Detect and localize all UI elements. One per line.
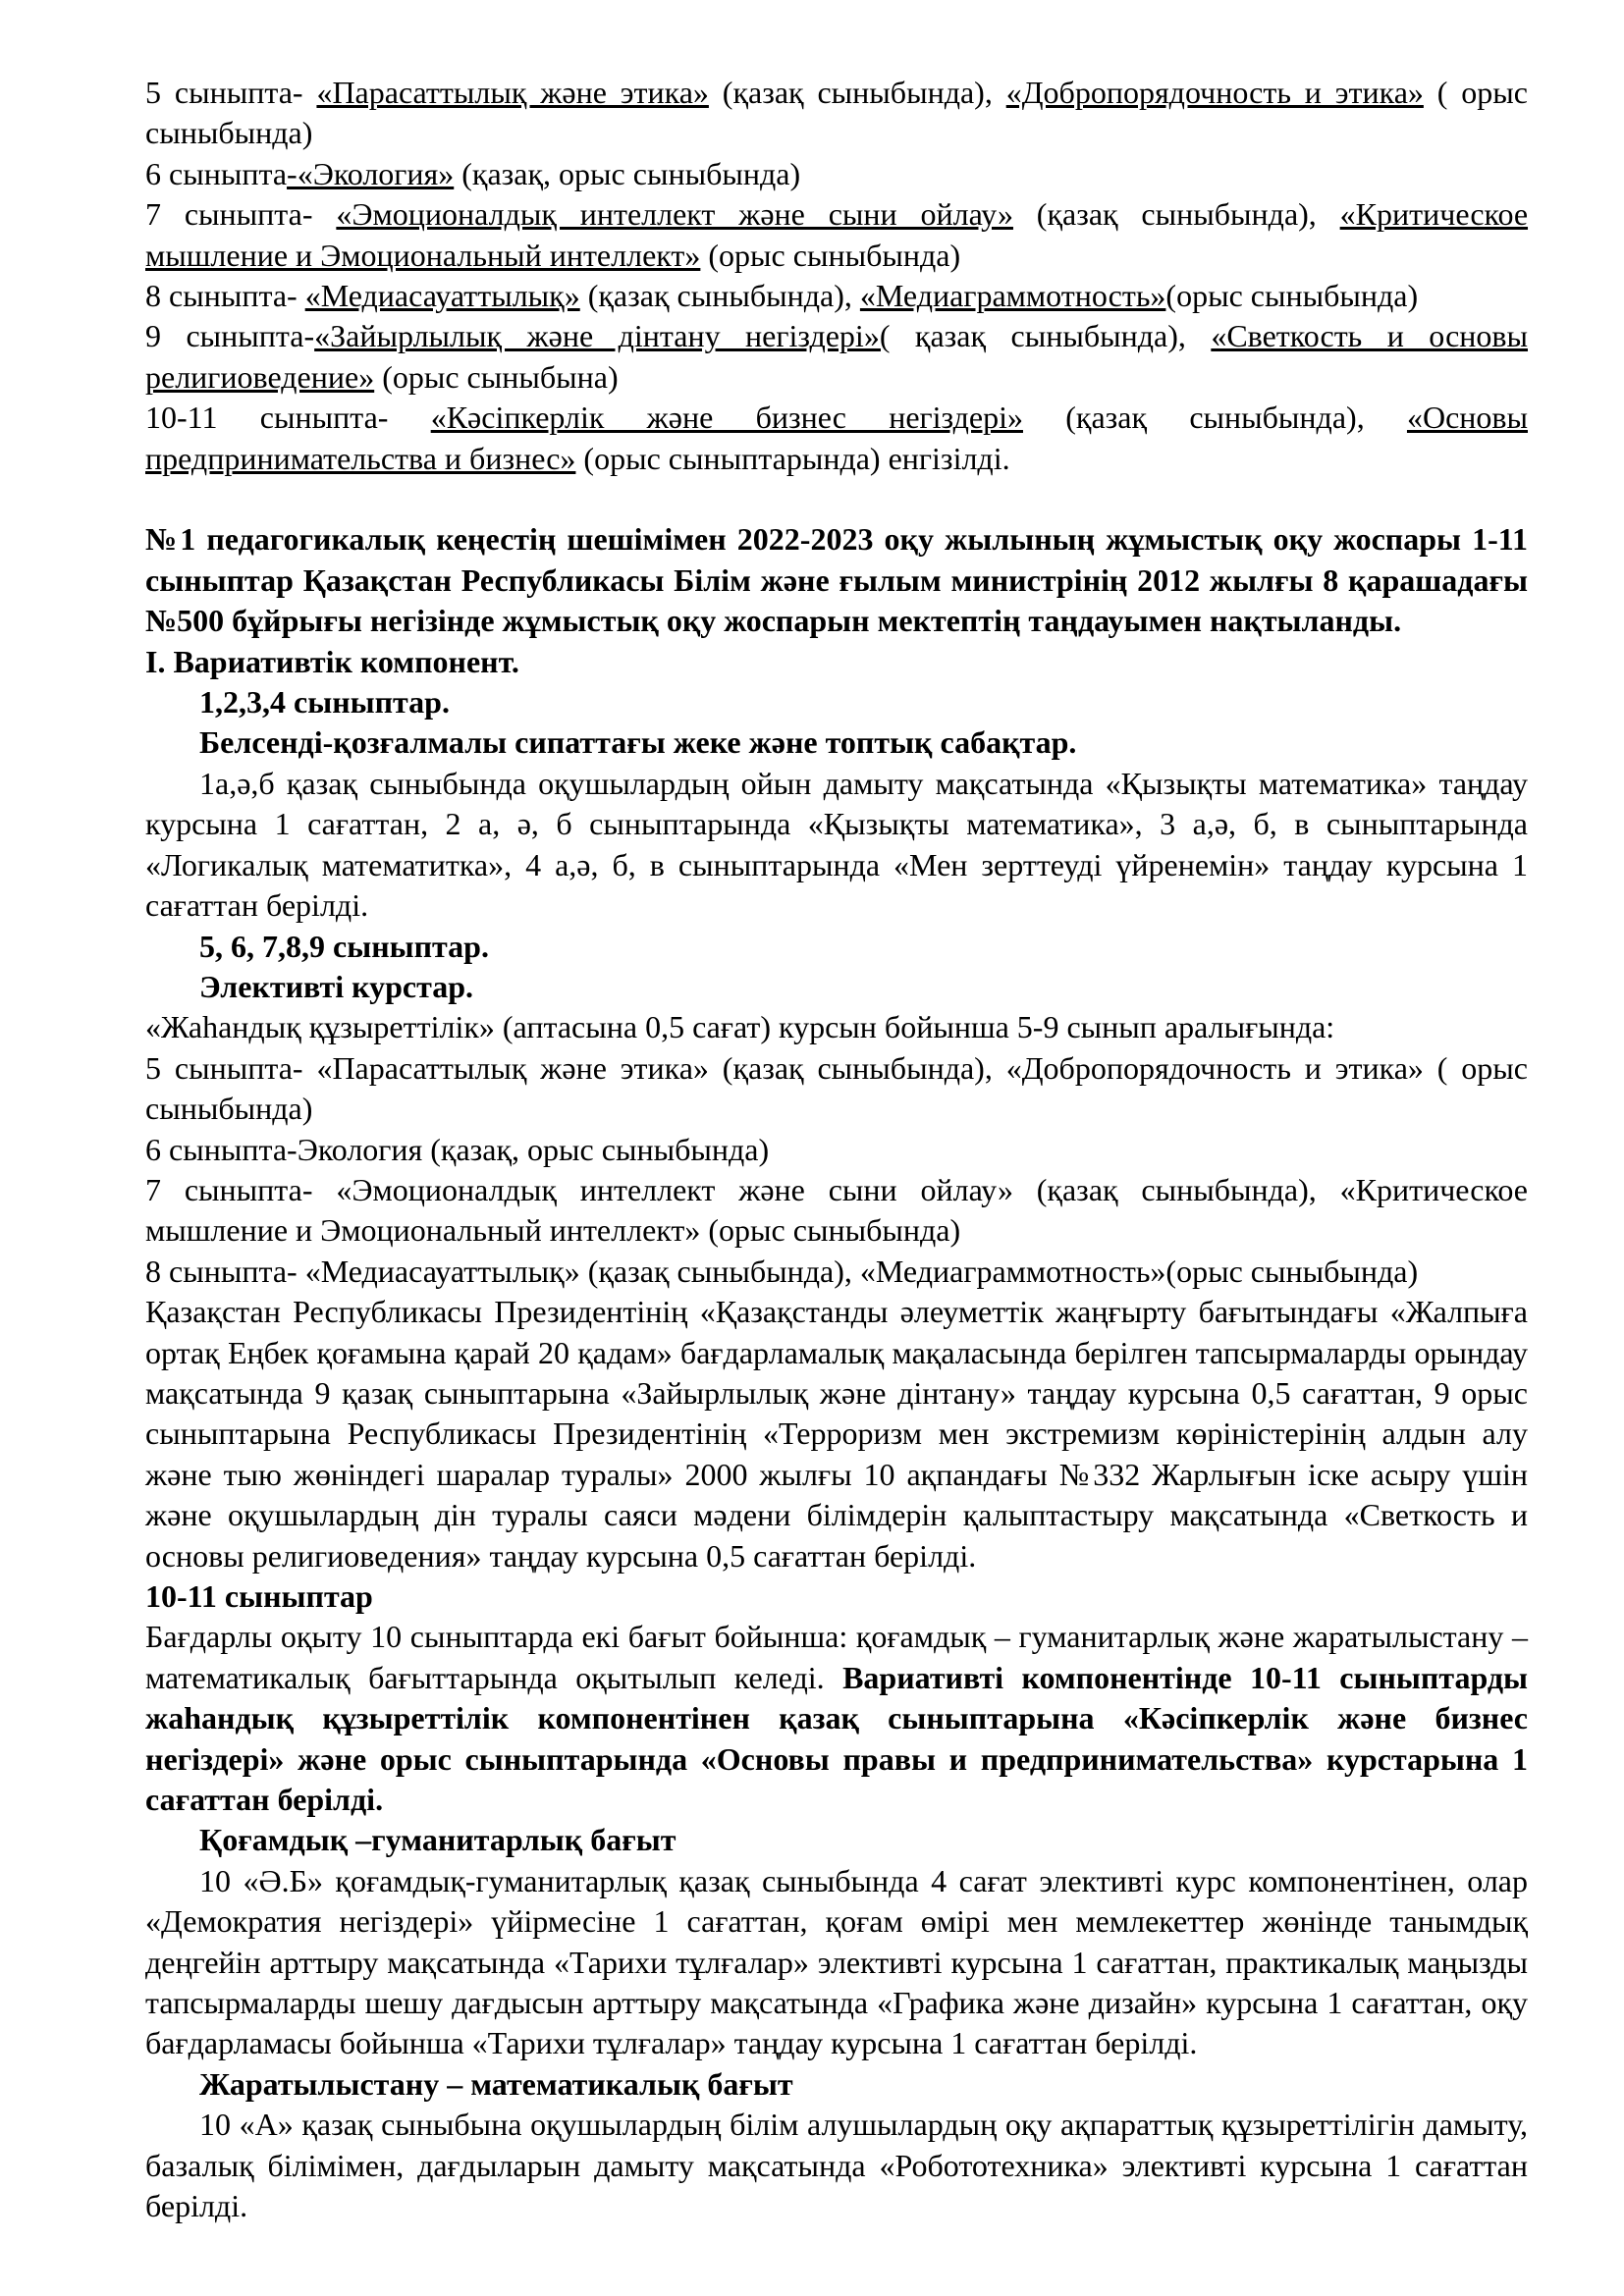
blank-line <box>145 479 1528 519</box>
text-run: «Светкость и основы религиоведение» <box>145 318 1529 395</box>
paragraph-grade6-list <box>145 1130 1528 1170</box>
heading-active-lessons <box>145 722 1528 763</box>
text-run: Элективті курстар. <box>199 968 474 1004</box>
text-run: ( орыс сыныбында) <box>145 75 1528 151</box>
paragraph-grade10-11-electives <box>145 398 1528 479</box>
text-run: қазақ сыныбында), <box>890 318 1212 354</box>
paragraph-grade5-electives <box>145 73 1528 154</box>
text-run: (қазақ сыныбында), <box>708 75 1006 110</box>
text-run: 8 сыныпта- «Медиасауаттылық» (қазақ сыныбында), «Медиаграммотность»(орыс сыныбында) <box>145 1253 1419 1289</box>
text-run: Жаратылыстану – математикалық бағыт <box>199 2065 793 2102</box>
text-run: «Медиасауаттылық» <box>304 278 580 314</box>
text-run: Қоғамдық –гуманитарлық бағыт <box>199 1822 677 1858</box>
text-run: -«Экология» <box>287 155 455 191</box>
text-run: 5, 6, 7,8,9 сыныптар. <box>199 928 489 964</box>
paragraph-council-decision <box>145 519 1528 641</box>
text-run: (қазақ, орыс сыныбында) <box>454 155 801 191</box>
text-run: «Парасаттылық және этика» <box>316 75 709 110</box>
paragraph-grade8-list <box>145 1252 1528 1292</box>
heading-natural-math <box>145 2064 1528 2105</box>
paragraph-president-program <box>145 1292 1528 1576</box>
text-run: (орыс сыныптарында) енгізілді. <box>575 440 1010 476</box>
heading-social-humanitarian <box>145 1820 1528 1860</box>
text-run: 10 «Ә.Б» қоғамдық-гуманитарлық қазақ сыныбында 4 сағат элективті курс компонентінен, олар «Демократия негіздері» үйірмесіне 1 сағаттан, қоғам өмірі мен мемлекеттер жөнінде танымдық деңгейін арттыру мақсатында «Тарихи тұлғалар» элективті курсына 1 сағаттан, практикалық маңызды тапсырмаларды шешу дағдысын арттыру мақсатында «Графика және дизайн» курсына 1 сағаттан, оқу бағдарламасы бойынша «Тарихи тұлғалар» таңдау курсына 1 сағаттан берілді. <box>145 1862 1528 2061</box>
text-run: 7 сыныпта- «Эмоционалдық интеллект және сыни ойлау» (қазақ сыныбында), «Критическое мышление и Эмоциональный интеллект» (орыс сыныбында) <box>145 1171 1528 1249</box>
text-run: Вариативті компонентінде 10-11 сыныптарды жаһандық құзыреттілік компонентінен қазақ сыныптарына «Кәсіпкерлік және бизнес негіздері» және орыс сыныптарында «Основы правы и предпринимательства» курстарына 1 сағаттан берілді. <box>145 1659 1529 1818</box>
text-run: (орыс сыныбына) <box>374 358 619 395</box>
text-run: «Эмоционалдық интеллект және сыни ойлау» <box>336 196 1013 233</box>
text-run: 6 сыныпта <box>145 155 288 191</box>
text-run: «Жаһандық құзыреттілік» (аптасына 0,5 сағат) курсын бойынша 5-9 сынып аралығында: <box>145 1009 1335 1045</box>
text-run: 9 сыныпта- <box>145 318 315 354</box>
text-run: 1,2,3,4 сыныптар. <box>199 684 450 721</box>
paragraph-grade9-electives <box>145 316 1528 398</box>
text-run: «Критическое мышление и Эмоциональный интеллект» <box>145 196 1529 273</box>
paragraph-grades-1-4-courses <box>145 764 1528 927</box>
text-run: 5 сыныпта- «Парасаттылық және этика» (қазақ сыныбында), «Добропорядочность и этика» ( орыс сыныбында) <box>145 1049 1528 1127</box>
text-run: Бағдарлы оқыту 10 сыныптарда екі бағыт бойынша: қоғамдық – гуманитарлық және жаратылыстану – математикалық бағыттарында оқытылып келеді. <box>145 1619 1528 1695</box>
text-run: №1 педагогикалық кеңестің шешімімен 2022-2023 оқу жылының жұмыстық оқу жоспары 1-11 сыныптар Қазақстан Республикасы Білім және ғылым министрінің 2012 жылғы 8 қарашадағы №500 бұйрығы негізінде жұмыстық оқу жоспарын мектептің таңдауымен нақтыланды. <box>145 521 1528 639</box>
text-run: 10 «А» қазақ сыныбына оқушылардың білім алушылардың оқу ақпараттық құзыреттілігін дамыту, базалық білімімен, дағдыларын дамыту мақсатында «Робототехника» элективті курсына 1 сағаттан берілді. <box>145 2107 1528 2224</box>
heading-grades-5-9 <box>145 927 1528 967</box>
text-run: (қазақ сыныбында), <box>1012 196 1340 233</box>
paragraph-global-competence <box>145 1007 1528 1047</box>
paragraph-grade5-list <box>145 1048 1528 1130</box>
heading-variative-component <box>145 642 1528 682</box>
text-run: (қазақ сыныбында), <box>579 278 860 314</box>
text-run: «Зайырлылық және дінтану негіздері»( <box>314 318 891 354</box>
heading-grades-1-4 <box>145 682 1528 722</box>
text-run: 10-11 сыныптар <box>145 1578 373 1615</box>
text-run: Белсенді-қозғалмалы сипаттағы жеке және топтық сабақтар. <box>199 724 1077 761</box>
text-run: 5 сыныпта- <box>145 75 317 110</box>
paragraph-social-humanitarian-details <box>145 1861 1528 2064</box>
text-run: 7 сыныпта- <box>145 196 337 233</box>
text-run: «Добропорядочность и этика» <box>1005 75 1424 110</box>
paragraph-grade6-electives <box>145 154 1528 194</box>
text-run: 8 сыныпта- <box>145 278 305 314</box>
heading-grades-10-11 <box>145 1576 1528 1617</box>
text-run: (орыс сыныбында) <box>1165 278 1419 314</box>
text-run: I. Вариативтік компонент. <box>145 643 519 679</box>
text-run: 1а,ә,б қазақ сыныбында оқушылардың ойын дамыту мақсатында «Қызықты математика» таңдау курсына 1 сағаттан, 2 а, ә, б сыныптарында «Қызықты математика», 3 а,ә, б, в сыныптарында «Логикалық математитка», 4 а,ә, б, в сыныптарында «Мен зерттеуді үйренемін» таңдау курсына 1 сағаттан берілді. <box>145 765 1528 924</box>
paragraph-grade7-list <box>145 1170 1528 1252</box>
paragraph-grade7-electives <box>145 194 1528 276</box>
heading-elective-courses <box>145 967 1528 1007</box>
paragraph-grade8-electives <box>145 276 1528 316</box>
text-run: 10-11 сыныпта- <box>145 400 431 436</box>
text-run: 6 сыныпта-Экология (қазақ, орыс сыныбында) <box>145 1131 770 1167</box>
paragraph-natural-math-details <box>145 2105 1528 2226</box>
text-run: «Медиаграммотность» <box>859 278 1166 314</box>
text-run: (орыс сыныбында) <box>700 237 961 273</box>
paragraph-profile-education <box>145 1617 1528 1820</box>
text-run: «Основы предпринимательства и бизнес» <box>145 400 1528 476</box>
text-run: «Кәсіпкерлік және бизнес негіздері» <box>430 400 1023 436</box>
text-run: Қазақстан Республикасы Президентінің «Қазақстанды әлеуметтік жаңғырту бағытындағы «Жалпыға ортақ Еңбек қоғамына қарай 20 қадам» бағдарламалық мақаласында берілген тапсырмаларды орындау мақсатында 9 қазақ сыныптарына «Зайырлылық және дінтану» таңдау курсына 0,5 сағаттан, 9 орыс сыныптарына Республикасы Президентінің «Терроризм мен экстремизм көріністерінің алдын алу және тыю жөніндегі шаралар туралы» 2000 жылғы 10 ақпандағы №332 Жарлығын іске асыру үшін және оқушылардың дін туралы саяси мәдени білімдерін қалыптастыру мақсатында «Светкость и основы религиоведения» таңдау курсына 0,5 сағаттан берілді. <box>145 1294 1528 1574</box>
text-run: (қазақ сыныбында), <box>1022 400 1407 436</box>
